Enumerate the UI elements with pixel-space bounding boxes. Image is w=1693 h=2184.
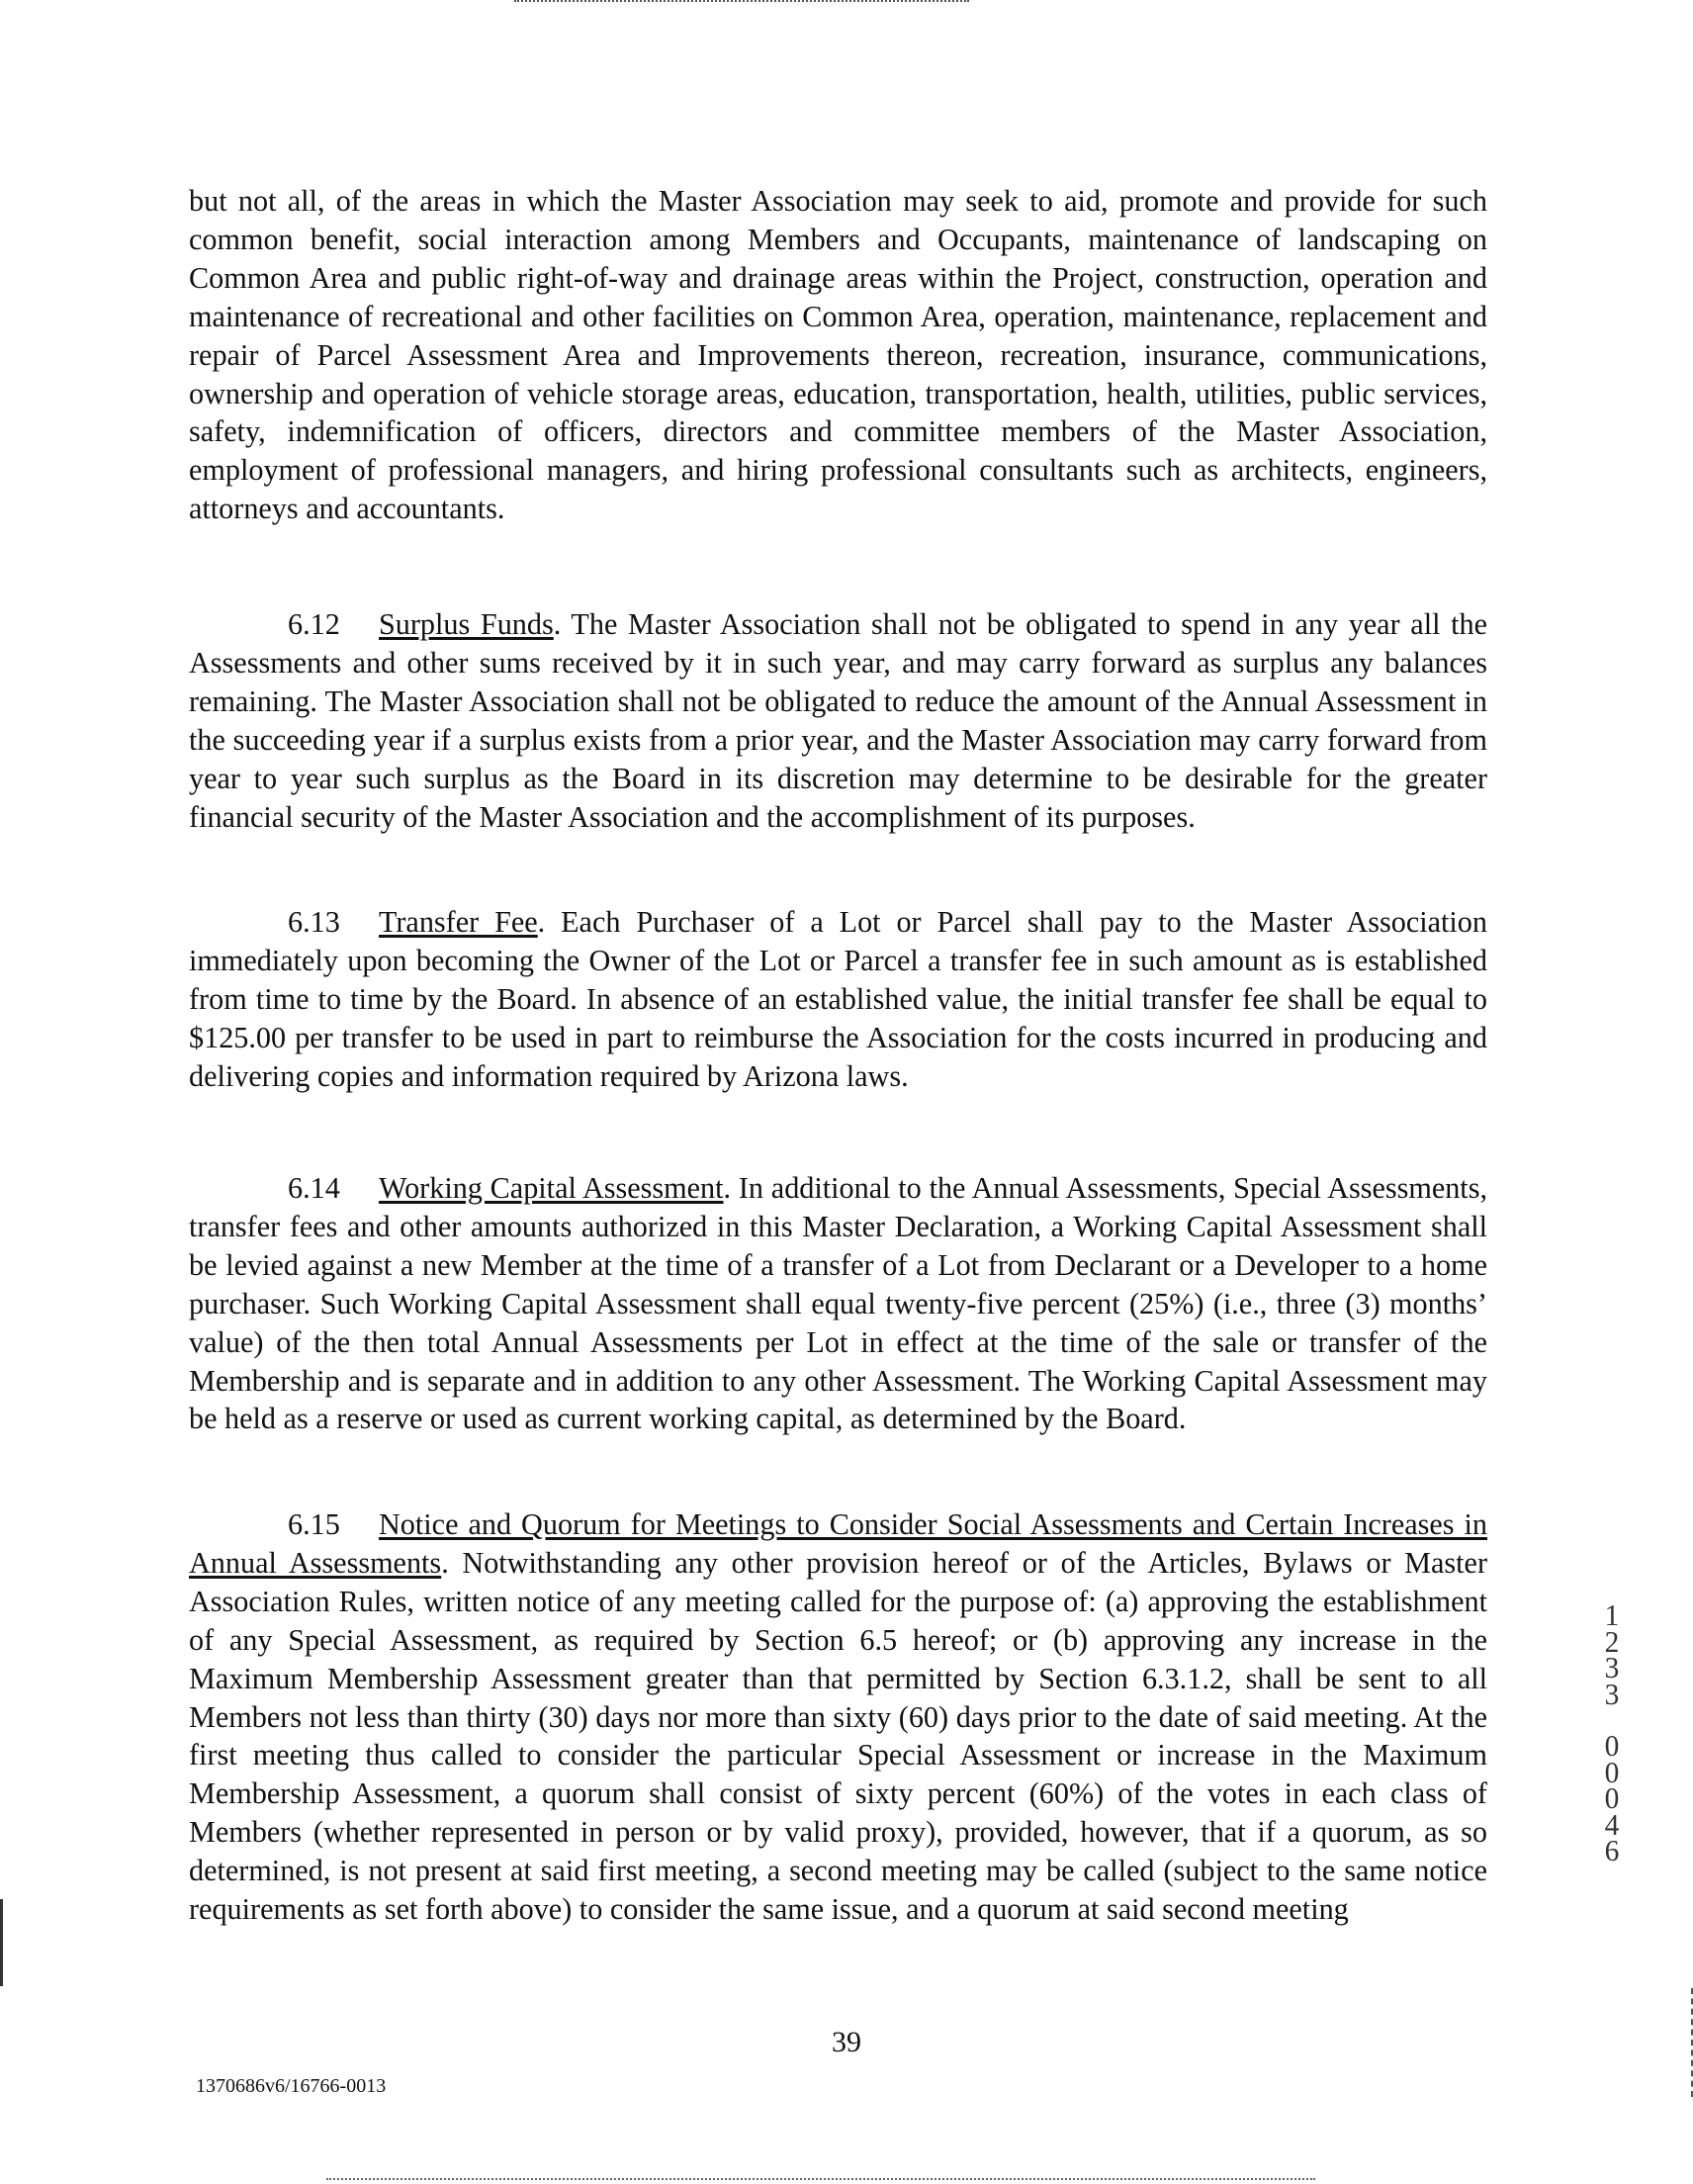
stamp-digit: 1 [1604,1597,1620,1632]
section-number: 6.12 [288,607,340,641]
page-number: 39 [832,2026,861,2058]
section-number: 6.14 [288,1171,340,1205]
section-heading: Transfer Fee [379,905,538,939]
section-6-14-paragraph [189,1169,1487,1438]
continuation-paragraph: but not all, of the areas in which the Master Association may seek to aid, promote and provide for such common benefit, social interaction among Members and Occupants, maintenance of landscaping on Common Area and public right-of-way and drainage areas within the Project, construction, operation and maintenance of recreational and other facilities on Common Area, operation, maintenance, replacement and repair of Parcel Assessment Area and Improvements thereon, recreation, insurance, communications, ownership and operation of vehicle storage areas, education, transportation, health, utilities, public services, safety, indemnification of officers, directors and committee members of the Master Association, employment of professional managers, and hiring professional consultants such as architects, engineers, attorneys and accountants. [189,184,1487,526]
section-heading: Notice and Quorum for Meetings to Consider Social Assessments and Certain Increases in Annual Assessments [189,1507,1487,1580]
document-id: 1370686v6/16766-0013 [196,2075,387,2097]
stamp-digit: 3 [1604,1650,1620,1684]
section-body: . The Master Association shall not be obligated to spend in any year all the Assessments and other sums received by it in such year, and may carry forward as surplus any balances remaining. The Master Association shall not be obligated to reduce the amount of the Annual Assessment in the succeeding year if a surplus exists from a prior year, and the Master Association may carry forward from year to year such surplus as the Board in its discretion may determine to be desirable for the greater financial security of the Master Association and the accomplishment of its purposes. [189,607,1488,834]
scan-edge-mark [1687,1988,1693,2097]
section-6-13-paragraph [189,903,1487,1096]
section-body: . Notwithstanding any other provision hereof or of the Articles, Bylaws or Master Association Rules, written notice of any meeting called for the purpose of: (a) approving the establishment of any Special Assessment, as required by Section 6.5 hereof; or (b) approving any increase in the Maximum Membership Assessment greater than that permitted by Section 6.3.1.2, shall be sent to all Members not less than thirty (30) days nor more than sixty (60) days prior to the date of said meeting. At the first meeting thus called to consider the particular Special Assessment or increase in the Maximum Membership Assessment, a quorum shall consist of sixty percent (60%) of the votes in each class of Members (whether represented in person or by valid proxy), provided, however, that if a quorum, as so determined, is not present at said first meeting, a second meeting may be called (subject to the same notice requirements as set forth above) to consider the same issue, and a quorum at said second meeting [189,1545,1488,1927]
scan-artifact-top [514,0,969,5]
section-body: . Each Purchaser of a Lot or Parcel shall pay to the Master Association immediately upon becoming the Owner of the Lot or Parcel a transfer fee in such amount as is established from time to time by the Board. In absence of an established value, the initial transfer fee shall be equal to $125.00 per transfer to be used in part to reimburse the Association for the costs incurred in producing and delivering copies and information required by Arizona laws. [189,905,1487,1093]
stamp-digit: 6 [1604,1833,1620,1867]
stamp-digit: 0 [1604,1728,1620,1763]
section-heading: Surplus Funds [379,607,554,641]
section-6-15-paragraph [189,1505,1487,1929]
stamp-digit: 2 [1604,1623,1620,1659]
stamp-digit: 3 [1604,1676,1620,1711]
stamp-digit: 0 [1604,1754,1620,1789]
stamp-digit: 4 [1604,1806,1620,1842]
section-heading: Working Capital Assessment [379,1171,724,1205]
section-number: 6.13 [288,905,340,939]
recording-stamp [1596,1597,1628,1867]
stamp-digit: 0 [1604,1780,1620,1815]
section-6-12-paragraph [189,605,1487,836]
scan-artifact-bottom [326,2178,1315,2183]
section-number: 6.15 [288,1507,340,1541]
section-body: . In additional to the Annual Assessments, Special Assessments, transfer fees and other amounts authorized in this Master Declaration, a Working Capital Assessment shall be levied against a new Member at the time of a transfer of a Lot from Declarant or a Developer to a home purchaser. Such Working Capital Assessment shall equal twenty-five percent (25%) (i.e., three (3) months’ value) of the then total Annual Assessments per Lot in effect at the time of the sale or transfer of the Membership and is separate and in addition to any other Assessment. The Working Capital Assessment may be held as a reserve or used as current working capital, as determined by the Board. [189,1171,1487,1436]
scan-edge-mark [0,1899,3,1986]
